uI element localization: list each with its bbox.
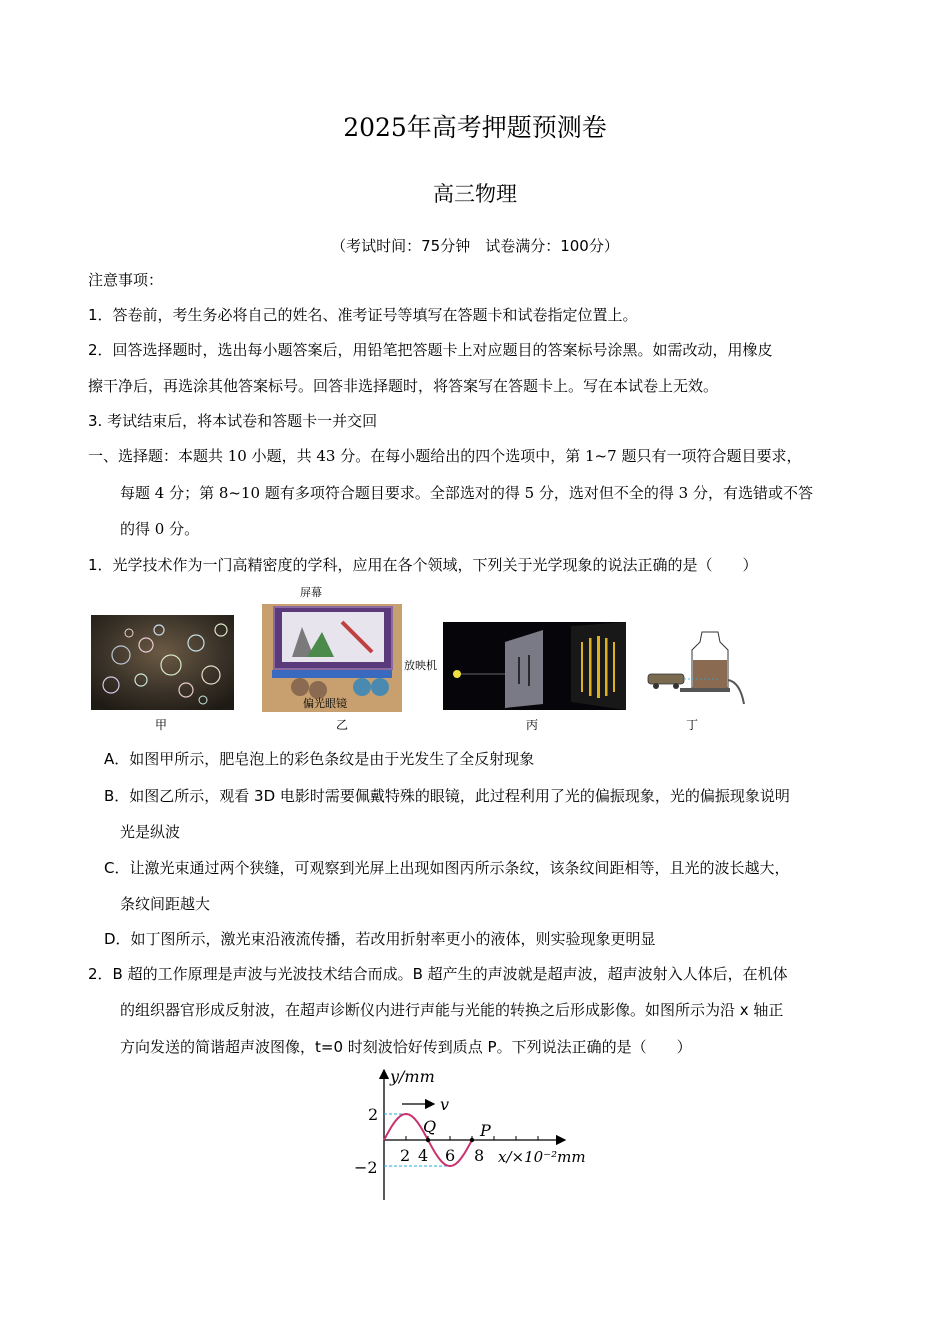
- image-bing-double-slit: [443, 622, 626, 710]
- caption-jia: 甲: [155, 718, 168, 732]
- wave-graph: [340, 1062, 610, 1207]
- x-tick-4: 4: [418, 1146, 429, 1165]
- label-projector: 放映机: [404, 659, 437, 672]
- exam-info: （考试时间：75分钟 试卷满分：100分）: [331, 237, 619, 255]
- x-tick-6: 6: [445, 1146, 456, 1165]
- caption-ding: 丁: [686, 718, 699, 732]
- section-1-line-2: 每题 4 分；第 8~10 题有多项符合题目要求。全部选对的得 5 分，选对但不全的得 3 分，有选错或不答: [120, 484, 813, 502]
- q1-stem: 1．光学技术作为一门高精密度的学科，应用在各个领域，下列关于光学现象的说法正确的是（ ）: [88, 556, 758, 574]
- q1-option-b-line-2: 光是纵波: [120, 823, 181, 841]
- y-tick-2: 2: [368, 1105, 379, 1124]
- x-tick-2: 2: [400, 1146, 411, 1165]
- q2-stem-line-3: 方向发送的简谐超声波图像，t=0 时刻波恰好传到质点 P。下列说法正确的是（ ）: [120, 1038, 692, 1056]
- point-q: [426, 1138, 430, 1142]
- x-tick-8: 8: [474, 1146, 485, 1165]
- note-2-line-2: 擦干净后，再选涂其他答案标号。回答非选择题时，将答案写在答题卡上。写在本试卷上无效。: [88, 377, 719, 395]
- image-ding-light-guide: [640, 630, 750, 710]
- q1-option-c-line-2: 条纹间距越大: [120, 895, 211, 913]
- note-3: 3. 考试结束后，将本试卷和答题卡一并交回: [88, 412, 378, 430]
- image-jia-soap-bubbles: [91, 615, 234, 710]
- image-yi-3d-cinema: [262, 582, 402, 712]
- section-1-line-1: 一、选择题：本题共 10 小题，共 43 分。在每小题给出的四个选项中，第 1~7 题只有一项符合题目要求，: [88, 447, 802, 465]
- page-subtitle: 高三物理: [433, 182, 517, 206]
- q2-stem-line-2: 的组织器官形成反射波，在超声诊断仪内进行声能与光能的转换之后形成影像。如图所示为沿 x 轴正: [120, 1001, 784, 1019]
- caption-yi: 乙: [336, 718, 349, 732]
- q1-option-a: A．如图甲所示，肥皂泡上的彩色条纹是由于光发生了全反射现象: [104, 750, 535, 768]
- page-title: 2025年高考押题预测卷: [343, 113, 607, 142]
- label-q: Q: [423, 1117, 437, 1136]
- note-2-line-1: 2．回答选择题时，选出每小题答案后，用铅笔把答题卡上对应题目的答案标号涂黑。如需改动，用橡皮: [88, 341, 773, 359]
- q1-option-b-line-1: B．如图乙所示，观看 3D 电影时需要佩戴特殊的眼镜，此过程利用了光的偏振现象，光的偏振现象说明: [104, 787, 790, 805]
- label-screen: 屏幕: [300, 586, 322, 599]
- point-p: [470, 1138, 474, 1142]
- q1-option-c-line-1: C．让激光束通过两个狭缝，可观察到光屏上出现如图丙所示条纹，该条纹间距相等，且光的波长越大，: [104, 859, 790, 877]
- caption-bing: 丙: [526, 718, 539, 732]
- notes-heading: 注意事项：: [88, 271, 164, 289]
- note-1: 1．答卷前，考生务必将自己的姓名、准考证号等填写在答题卡和试卷指定位置上。: [88, 306, 638, 324]
- q1-option-d: D．如丁图所示，激光束沿液流传播，若改用折射率更小的液体，则实验现象更明显: [104, 930, 656, 948]
- y-axis-label: y/mm: [390, 1067, 435, 1086]
- x-axis-label: x/×10⁻²mm: [498, 1148, 586, 1166]
- velocity-label: v: [440, 1095, 450, 1114]
- q2-stem-line-1: 2．B 超的工作原理是声波与光波技术结合而成。B 超产生的声波就是超声波，超声波射入人体后，在机体: [88, 965, 788, 983]
- label-p: P: [480, 1121, 491, 1140]
- section-1-line-3: 的得 0 分。: [120, 520, 200, 538]
- label-glasses: 偏光眼镜: [303, 697, 347, 710]
- y-tick-neg2: −2: [354, 1158, 378, 1177]
